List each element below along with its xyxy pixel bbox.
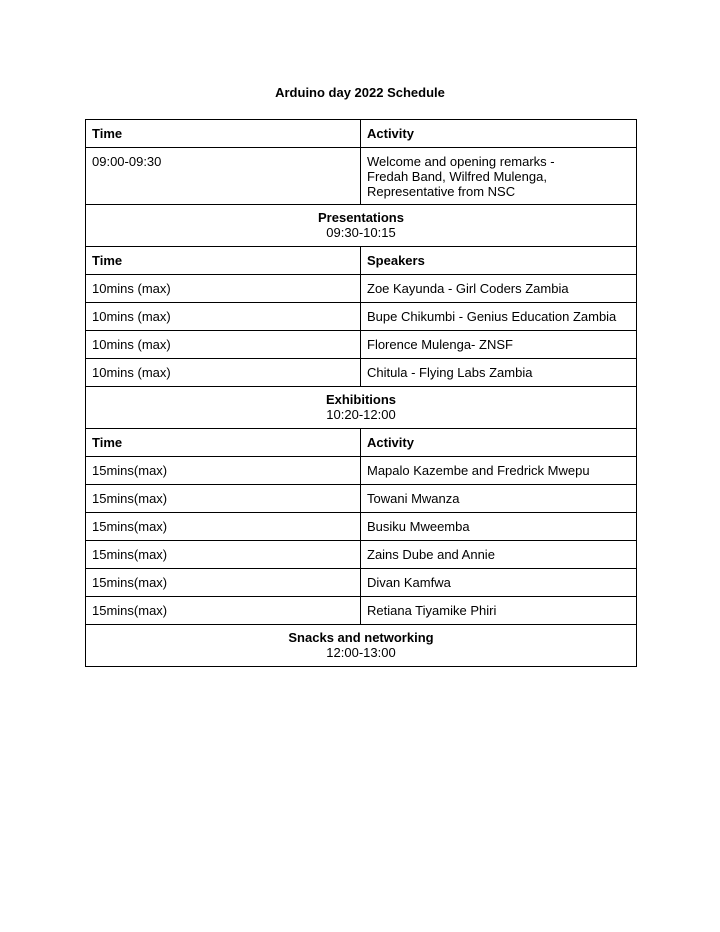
- table-row: [86, 513, 637, 541]
- table-row: [86, 457, 637, 485]
- column-header-time: Time: [86, 120, 361, 148]
- cell-speaker: Florence Mulenga- ZNSF: [361, 331, 637, 359]
- column-header-time: Time: [86, 247, 361, 275]
- section-exhibitions: [86, 387, 637, 429]
- cell-activity: Zains Dube and Annie: [361, 541, 637, 569]
- table-header-row: [86, 247, 637, 275]
- cell-time: 15mins(max): [86, 513, 361, 541]
- table-row: [86, 275, 637, 303]
- table-row: [86, 331, 637, 359]
- table-row: [86, 148, 637, 205]
- cell-time: 10mins (max): [86, 303, 361, 331]
- column-header-activity: Activity: [361, 429, 637, 457]
- cell-activity: Busiku Mweemba: [361, 513, 637, 541]
- table-header-row: [86, 120, 637, 148]
- cell-time: 15mins(max): [86, 597, 361, 625]
- cell-activity: Towani Mwanza: [361, 485, 637, 513]
- table-row: [86, 597, 637, 625]
- section-title: Presentations: [318, 210, 404, 225]
- table-row: [86, 359, 637, 387]
- section-time-range: 12:00-13:00: [326, 645, 396, 660]
- schedule-table: [85, 119, 637, 667]
- cell-speaker: Chitula - Flying Labs Zambia: [361, 359, 637, 387]
- section-title: Snacks and networking: [288, 630, 434, 645]
- column-header-speakers: Speakers: [361, 247, 637, 275]
- table-header-row: [86, 429, 637, 457]
- cell-time: 15mins(max): [86, 457, 361, 485]
- page-title: Arduino day 2022 Schedule: [275, 85, 445, 100]
- section-snacks: [86, 625, 637, 667]
- cell-time: 10mins (max): [86, 331, 361, 359]
- cell-speaker: Zoe Kayunda - Girl Coders Zambia: [361, 275, 637, 303]
- table-row: [86, 303, 637, 331]
- table-row: [86, 569, 637, 597]
- cell-time: 15mins(max): [86, 485, 361, 513]
- section-title: Exhibitions: [325, 392, 397, 407]
- column-header-time: Time: [86, 429, 361, 457]
- column-header-activity: Activity: [361, 120, 637, 148]
- section-presentations: [86, 205, 637, 247]
- cell-activity: Divan Kamfwa: [361, 569, 637, 597]
- cell-speaker: Bupe Chikumbi - Genius Education Zambia: [361, 303, 637, 331]
- cell-time: 09:00-09:30: [86, 148, 361, 205]
- cell-activity: Mapalo Kazembe and Fredrick Mwepu: [361, 457, 637, 485]
- cell-time: 10mins (max): [86, 359, 361, 387]
- cell-time: 15mins(max): [86, 569, 361, 597]
- cell-time: 10mins (max): [86, 275, 361, 303]
- section-time-range: 09:30-10:15: [326, 225, 396, 240]
- table-row: [86, 541, 637, 569]
- cell-activity: Welcome and opening remarks - Fredah Band, Wilfred Mulenga, Representative from NSC: [361, 148, 637, 205]
- section-time-range: 10:20-12:00: [326, 407, 396, 422]
- cell-activity: Retiana Tiyamike Phiri: [361, 597, 637, 625]
- table-row: [86, 485, 637, 513]
- cell-time: 15mins(max): [86, 541, 361, 569]
